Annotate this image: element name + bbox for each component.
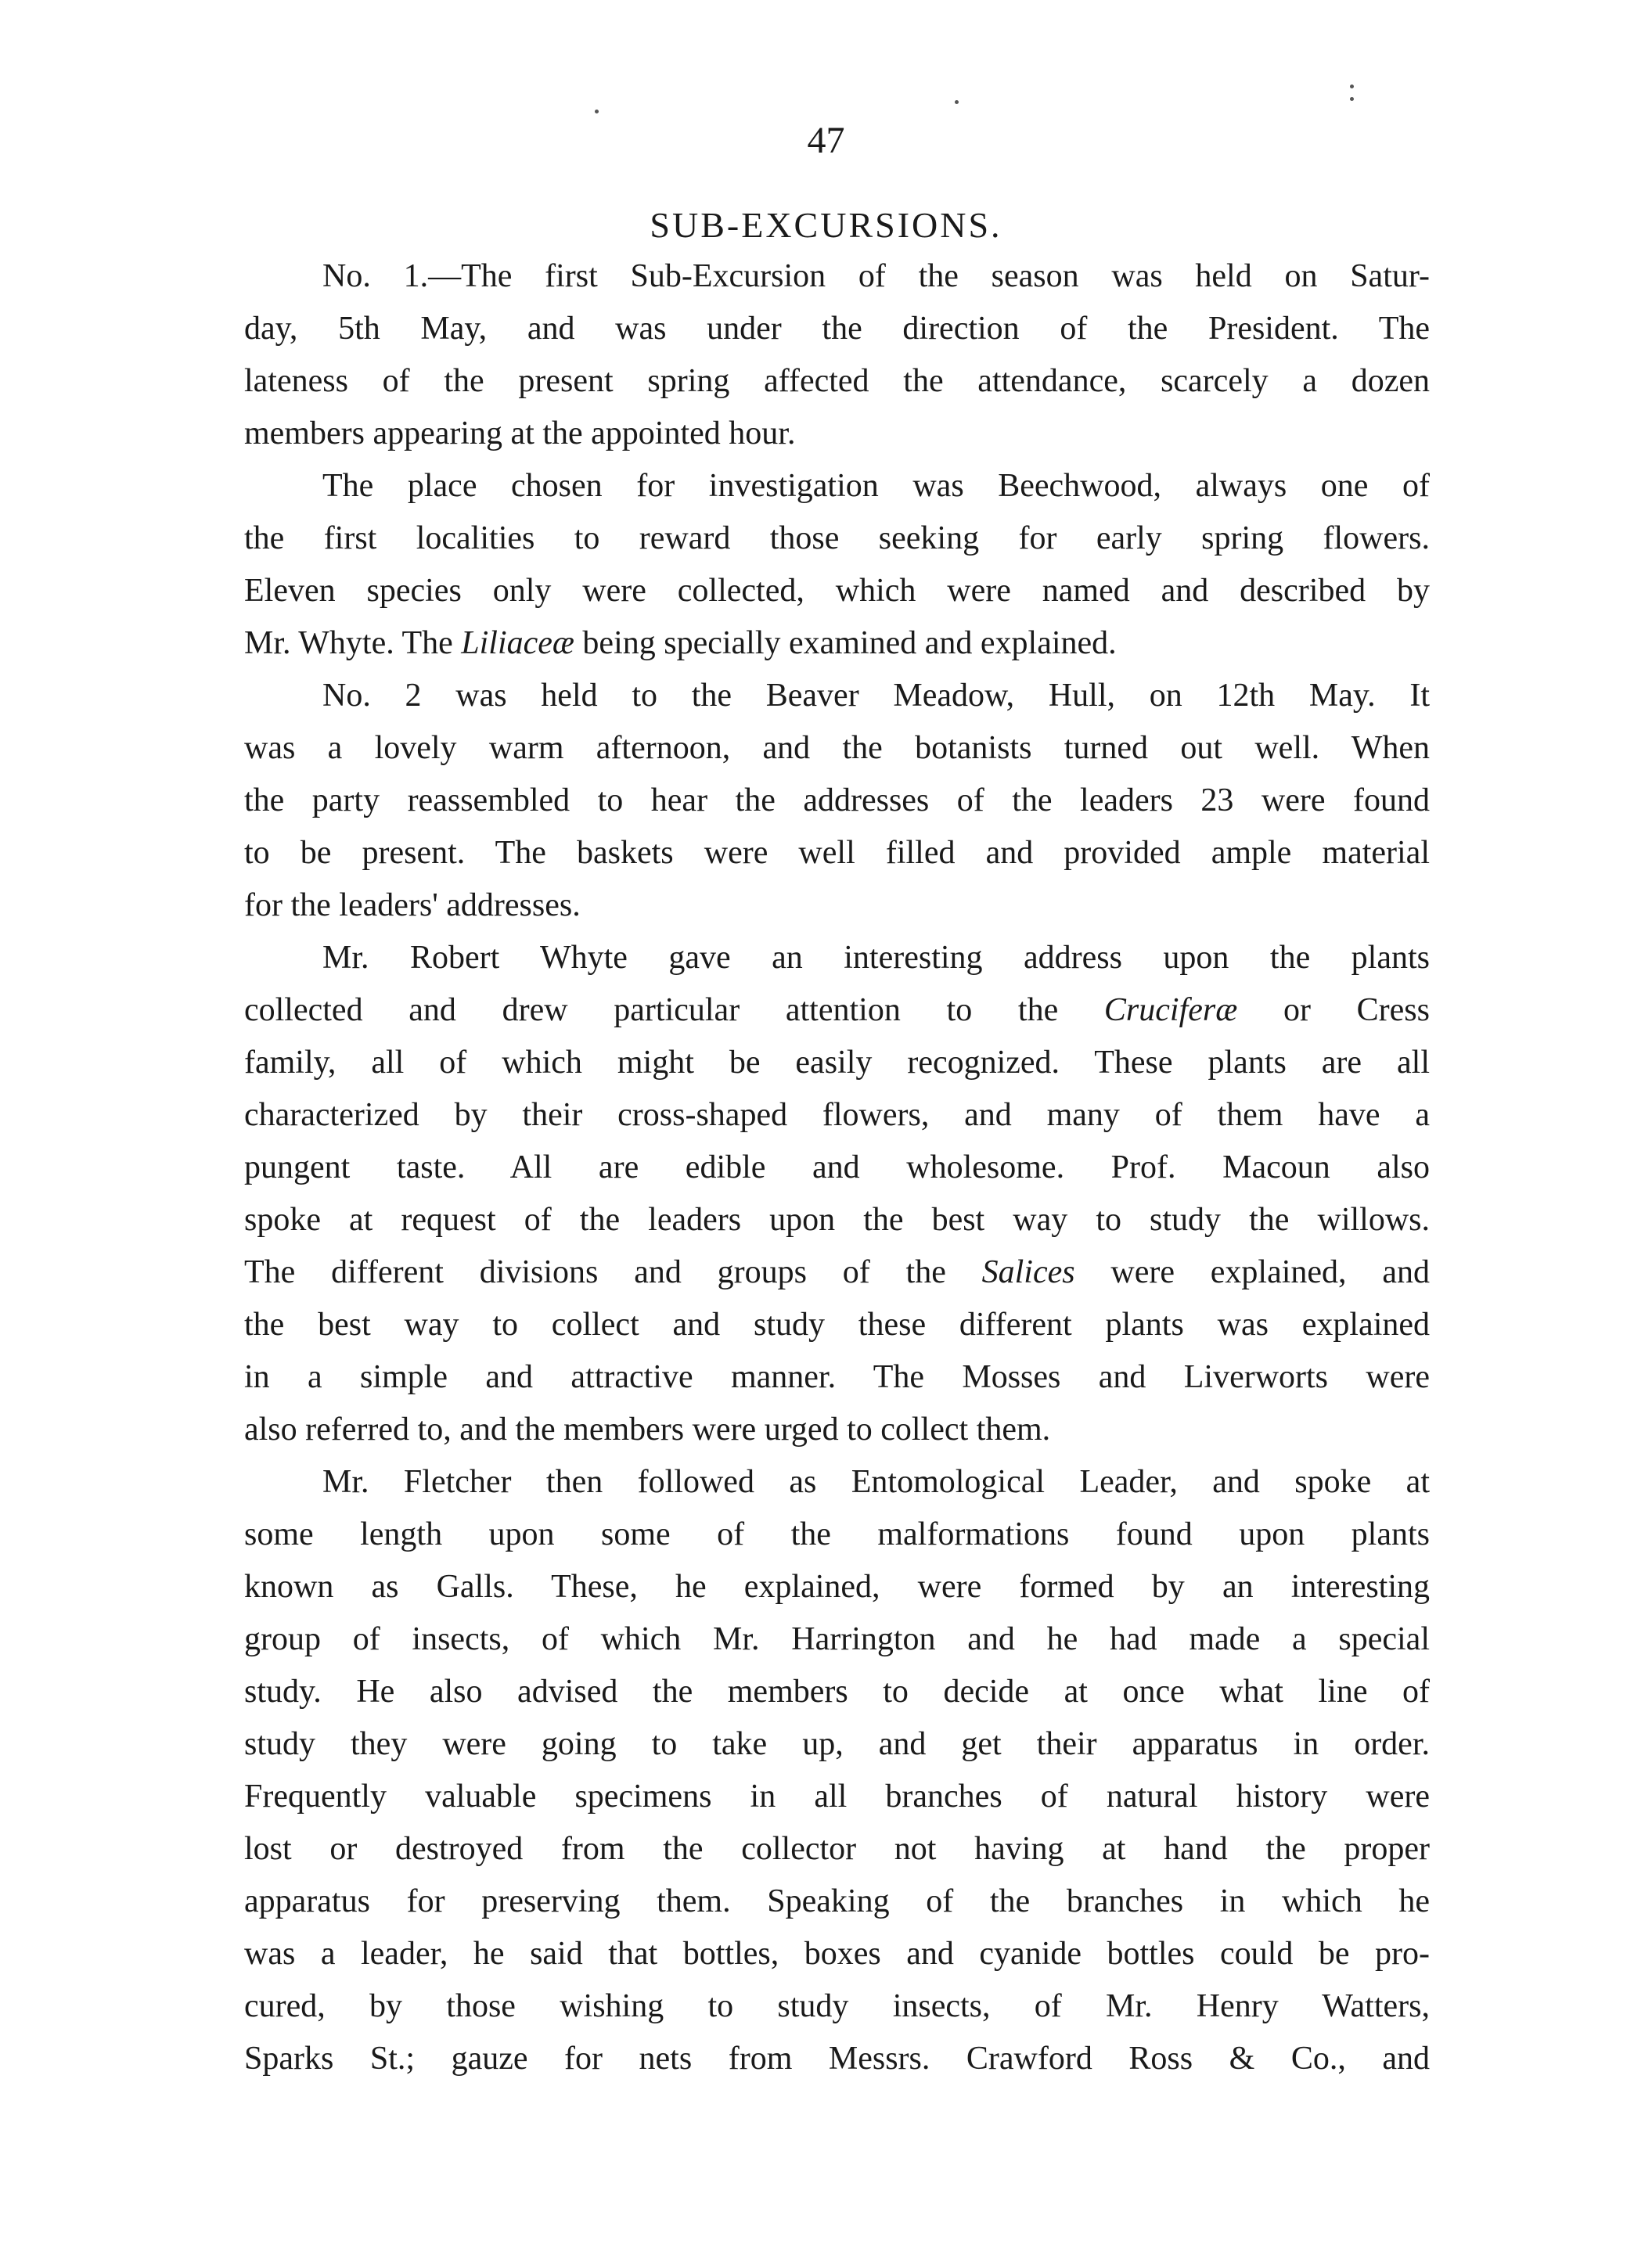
text-line: cured, by those wishing to study insects, of Mr. Henry Watters, (244, 1988, 1430, 2024)
text-segment: being specially examined and explained. (574, 625, 1117, 661)
text-line (244, 1246, 1430, 1299)
text-line: the best way to collect and study these different plants was explained (244, 1307, 1430, 1343)
text-line: the first localities to reward those seeking for early spring flowers. (244, 520, 1430, 556)
text-line: family, all of which might be easily recognized. These plants are all (244, 1045, 1430, 1081)
text-line: Mr. Robert Whyte gave an interesting address upon the plants (322, 940, 1430, 976)
text-segment: collected and drew particular attention to the (244, 992, 1104, 1028)
print-speck (1350, 97, 1354, 101)
text-line: pungent taste. All are edible and wholesome. Prof. Macoun also (244, 1149, 1430, 1185)
section-heading: SUB-EXCURSIONS. (650, 205, 1002, 245)
text-line: known as Galls. These, he explained, were formed by an interesting (244, 1569, 1430, 1605)
body-text (244, 250, 1430, 2085)
taxon-name: Liliaceæ (461, 625, 574, 661)
text-line: Sparks St.; gauze for nets from Messrs. Crawford Ross & Co., and (244, 2041, 1430, 2077)
text-line: lateness of the present spring affected the attendance, scarcely a dozen (244, 363, 1430, 399)
taxon-name: Salices (981, 1254, 1075, 1290)
text-line: characterized by their cross-shaped flowers, and many of them have a (244, 1097, 1430, 1133)
page-number: 47 (807, 120, 845, 161)
text-line: group of insects, of which Mr. Harrington and he had made a special (244, 1621, 1430, 1657)
text-line: study they were going to take up, and get their apparatus in order. (244, 1726, 1430, 1762)
paragraph-beechwood (244, 460, 1430, 670)
paragraph-whyte-address (244, 932, 1430, 1456)
text-line: Mr. Fletcher then followed as Entomological Leader, and spoke at (322, 1464, 1430, 1500)
paragraph-fletcher-address (244, 1456, 1430, 2085)
text-line: lost or destroyed from the collector not having at hand the proper (244, 1831, 1430, 1867)
text-line: spoke at request of the leaders upon the best way to study the willows. (244, 1202, 1430, 1238)
text-segment: or Cress (1237, 992, 1430, 1028)
text-line: day, 5th May, and was under the direction of the President. The (244, 311, 1430, 347)
text-segment: Mr. Whyte. The (244, 625, 462, 661)
text-line: some length upon some of the malformations found upon plants (244, 1516, 1430, 1552)
text-line: apparatus for preserving them. Speaking of the branches in which he (244, 1883, 1430, 1919)
text-line: No. 1.—The first Sub-Excursion of the season was held on Satur- (322, 258, 1430, 294)
text-line: The place chosen for investigation was Beechwood, always one of (322, 468, 1430, 504)
text-segment: were explained, and (1074, 1254, 1430, 1290)
text-line: Eleven species only were collected, which were named and described by (244, 573, 1430, 609)
paragraph-sub-excursion-2 (244, 670, 1430, 932)
text-line: the party reassembled to hear the addresses of the leaders 23 were found (244, 782, 1430, 818)
text-line (244, 984, 1430, 1037)
text-line: was a leader, he said that bottles, boxes and cyanide bottles could be pro- (244, 1936, 1430, 1972)
print-speck (1350, 85, 1354, 88)
text-line: No. 2 was held to the Beaver Meadow, Hull, on 12th May. It (322, 678, 1430, 714)
text-line (244, 617, 1430, 670)
text-line: members appearing at the appointed hour. (244, 415, 796, 451)
print-speck (955, 100, 959, 104)
text-line: to be present. The baskets were well filled and provided ample material (244, 835, 1430, 871)
text-line: was a lovely warm afternoon, and the botanists turned out well. When (244, 730, 1430, 766)
paragraph-sub-excursion-1 (244, 250, 1430, 460)
text-segment: The different divisions and groups of the (244, 1254, 982, 1290)
text-line: also referred to, and the members were urged to collect them. (244, 1412, 1051, 1448)
text-line: in a simple and attractive manner. The Mosses and Liverworts were (244, 1359, 1430, 1395)
taxon-name: Cruciferæ (1103, 992, 1238, 1028)
print-speck (595, 110, 599, 113)
text-line: for the leaders' addresses. (244, 887, 581, 923)
text-line: study. He also advised the members to decide at once what line of (244, 1674, 1430, 1710)
text-line: Frequently valuable specimens in all branches of natural history were (244, 1779, 1430, 1815)
